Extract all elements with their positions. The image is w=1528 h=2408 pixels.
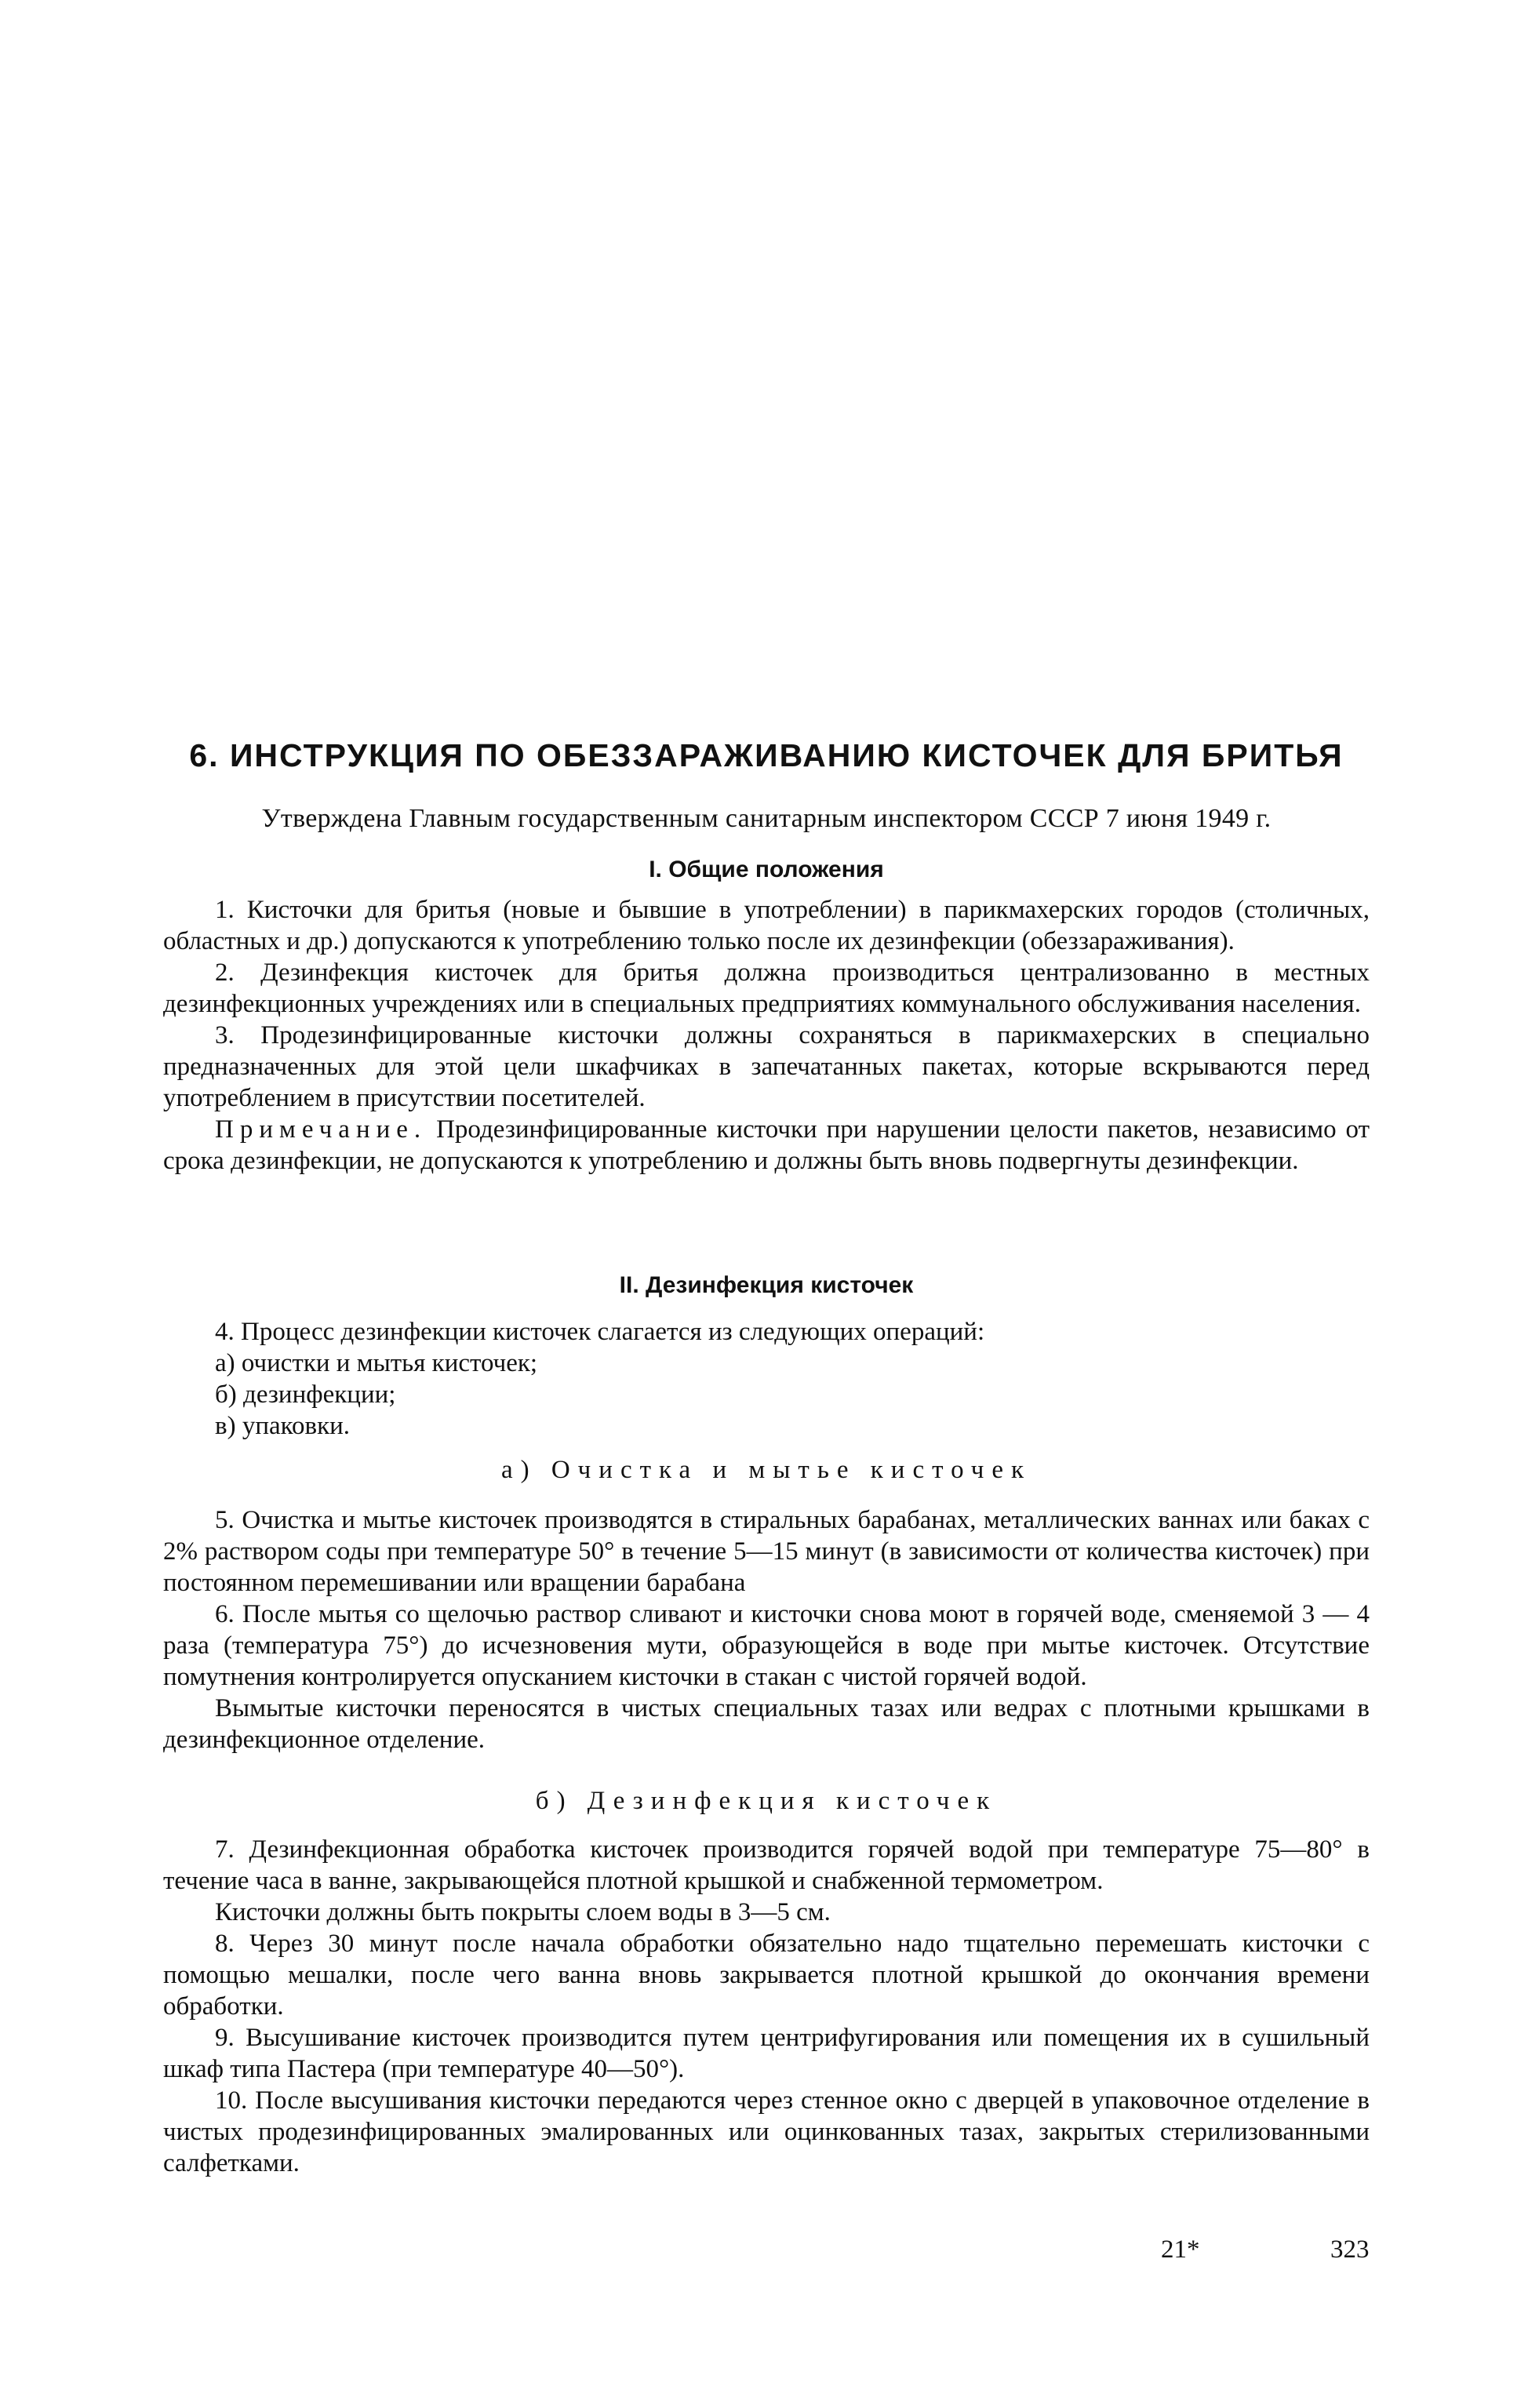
- approval-line: Утверждена Главным государственным санитарным инспектором СССР 7 июня 1949 г.: [261, 804, 1272, 833]
- paragraph-4: 4. Процесс дезинфекции кисточек слагается из следующих операций:: [215, 1318, 985, 1346]
- subsection-b-body: [163, 1834, 1370, 2179]
- document-title: 6. ИНСТРУКЦИЯ ПО ОБЕЗЗАРАЖИВАНИЮ КИСТОЧЕК ДЛЯ БРИТЬЯ: [189, 737, 1344, 773]
- section-1-body: [163, 894, 1370, 1177]
- note: [163, 1114, 1370, 1177]
- list-item: в) упаковки.: [215, 1412, 351, 1440]
- page-number: 323: [1330, 2235, 1370, 2264]
- paragraph-6b: Вымытые кисточки переносятся в чистых специальных тазах или ведрах с плотными крышками в дезинфекционное отделение.: [163, 1694, 1370, 1754]
- subsection-a-body: [163, 1504, 1370, 1755]
- note-label: Примечание.: [215, 1115, 427, 1144]
- paragraph-4-block: [163, 1316, 1370, 1348]
- list-item: а) очистки и мытья кисточек;: [215, 1349, 538, 1377]
- subsection-a-heading: а) Очистка и мытье кисточек: [500, 1456, 1032, 1484]
- operations-list: [215, 1348, 1313, 1442]
- note-text: Продезинфицированные кисточки при нарушении целости пакетов, независимо от срока дезинфекции, не допускаются к употреблению и должны быть вновь подвергнуты дезинфекции.: [163, 1115, 1370, 1175]
- section-1-heading: I. Общие положения: [649, 857, 884, 882]
- paragraph-6: 6. После мытья со щелочью раствор сливают и кисточки снова моют в горячей воде, сменяемой 3 — 4 раза (температура 75°) до исчезновения мути, образующейся в воде при мытье кисточек. Отсутствие помутнения контролируется опусканием кисточки в стакан с чистой горячей водой.: [163, 1600, 1370, 1691]
- paragraph-7: 7. Дезинфекционная обработка кисточек производится горячей водой при температуре 75—80° в течение часа в ванне, закрывающейся плотной крышкой и снабженной термометром.: [163, 1835, 1370, 1895]
- subsection-b-heading: б) Дезинфекция кисточек: [535, 1787, 998, 1815]
- paragraph-7b: Кисточки должны быть покрыты слоем воды в 3—5 см.: [215, 1898, 831, 1926]
- paragraph-9: 9. Высушивание кисточек производится путем центрифугирования или помещения их в сушильный шкаф типа Пастера (при температуре 40—50°).: [163, 2024, 1370, 2083]
- signature-mark: 21*: [1161, 2235, 1200, 2264]
- paragraph-1: 1. Кисточки для бритья (новые и бывшие в употреблении) в парикмахерских городов (столичных, областных и др.) допускаются к употреблению только после их дезинфекции (обеззараживания).: [163, 896, 1370, 955]
- list-item: б) дезинфекции;: [215, 1380, 396, 1409]
- paragraph-8: 8. Через 30 минут после начала обработки обязательно надо тщательно перемешать кисточки с помощью мешалки, после чего ванна вновь закрывается плотной крышкой до окончания времени обработки.: [163, 1930, 1370, 2021]
- section-2-heading: II. Дезинфекция кисточек: [619, 1272, 914, 1298]
- paragraph-10: 10. После высушивания кисточки передаются через стенное окно с дверцей в упаковочное отделение в чистых продезинфицированных эмалированных или оцинкованных тазах, закрытых стерилизованными салфетками.: [163, 2086, 1370, 2177]
- paragraph-3: 3. Продезинфицированные кисточки должны сохраняться в парикмахерских в специально предназначенных для этой цели шкафчиках в запечатанных пакетах, которые вскрываются перед употреблением в присутствии посетителей.: [163, 1021, 1370, 1112]
- paragraph-5: 5. Очистка и мытье кисточек производятся в стиральных барабанах, металлических ваннах или баках с 2% раствором соды при температуре 50° в течение 5—15 минут (в зависимости от количества кисточек) при постоянном перемешивании или вращении барабана: [163, 1506, 1370, 1597]
- paragraph-2: 2. Дезинфекция кисточек для бритья должна производиться централизованно в местных дезинфекционных учреждениях или в специальных предприятиях коммунального обслуживания населения.: [163, 958, 1370, 1018]
